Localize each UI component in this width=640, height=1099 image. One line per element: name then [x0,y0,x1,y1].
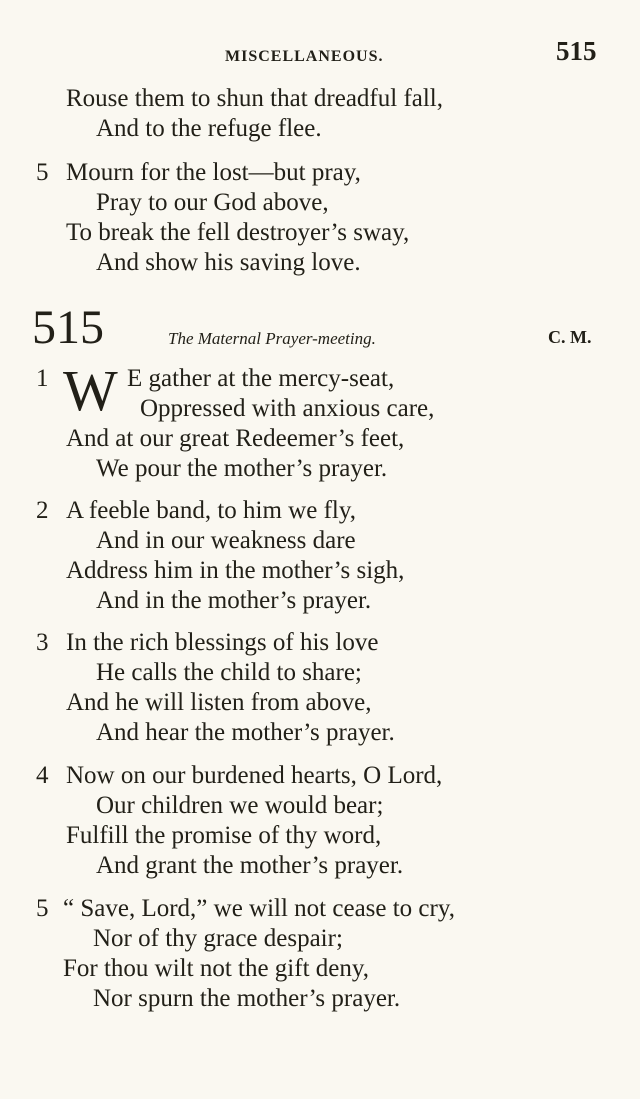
verse-line: Nor of thy grace despair; [93,925,343,952]
verse-line: He calls the child to share; [96,659,362,686]
previous-hymn-line: Rouse them to shun that dreadful fall, [66,85,444,112]
verse-line: And in our weakness dare [96,527,356,554]
verse-number: 1 [36,365,49,392]
verse-number: 5 [36,159,49,186]
verse-line: Oppressed with anxious care, [140,395,435,422]
verse-line: For thou wilt not the gift deny, [63,955,369,982]
verse-line: We pour the mother’s prayer. [96,455,388,482]
verse-line: Our children we would bear; [96,792,384,819]
running-head: MISCELLANEOUS. [225,48,384,65]
page-number: 515 [556,36,597,66]
verse-line: Mourn for the lost—but pray, [66,159,361,186]
verse-number: 2 [36,497,49,524]
verse-line: Address him in the mother’s sigh, [66,557,405,584]
verse-line: Pray to our God above, [96,189,329,216]
verse-line: In the rich blessings of his love [66,629,379,656]
previous-hymn-line: And to the refuge flee. [96,115,322,142]
verse-line: A feeble band, to him we fly, [66,497,356,524]
verse-line: And hear the mother’s prayer. [96,719,395,746]
verse-line: “ Save, Lord,” we will not cease to cry, [63,895,455,922]
verse-line: To break the fell destroyer’s sway, [66,219,410,246]
verse-line: And in the mother’s prayer. [96,587,372,614]
verse-number: 5 [36,895,49,922]
drop-cap: W [63,358,118,423]
verse-line: Fulfill the promise of thy word, [66,822,382,849]
verse-line: And show his saving love. [96,249,361,276]
verse-line: And at our great Redeemer’s feet, [66,425,405,452]
hymn-title: The Maternal Prayer-meeting. [168,329,376,348]
verse-line: Nor spurn the mother’s prayer. [93,985,401,1012]
verse-line: Now on our burdened hearts, O Lord, [66,762,443,789]
verse-number: 4 [36,762,49,789]
verse-line: And he will listen from above, [66,689,372,716]
hymn-meter: C. M. [548,327,592,347]
hymn-number: 515 [32,301,104,354]
verse-number: 3 [36,629,49,656]
verse-line: E gather at the mercy-seat, [127,365,395,392]
verse-line: And grant the mother’s prayer. [96,852,404,879]
